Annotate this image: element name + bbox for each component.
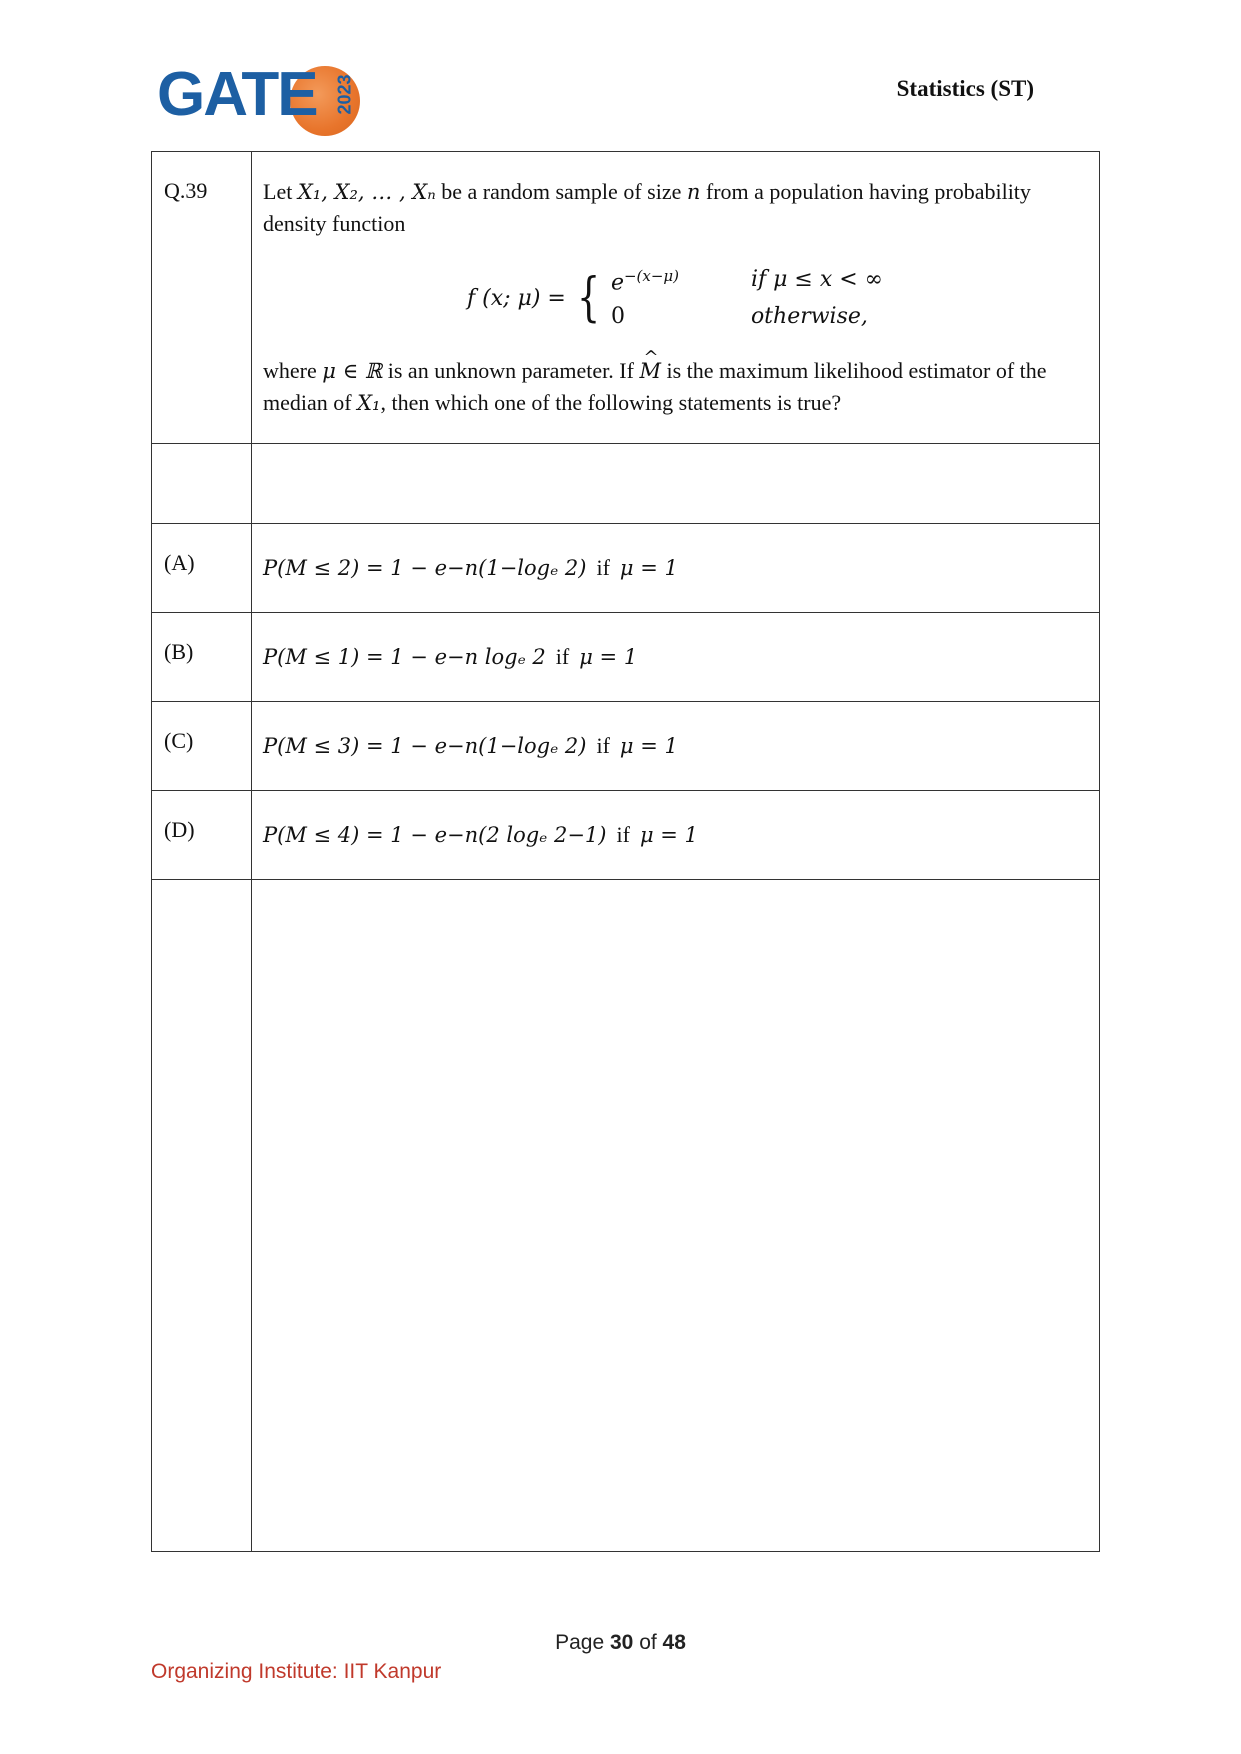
option-label: (A) <box>152 524 252 613</box>
organizer-text: Organizing Institute: IIT Kanpur <box>151 1660 442 1683</box>
case2-expr: 0 <box>610 303 625 329</box>
brace-symbol: { <box>576 268 600 328</box>
blank-cell <box>152 444 252 524</box>
stem-text: from a population having probability density function <box>263 179 1031 236</box>
stem-m-hat: ^ M <box>639 356 661 387</box>
option-condition: μ = 1 <box>579 645 638 669</box>
stem-text: be a random sample of size <box>441 179 682 204</box>
option-c-text <box>263 702 1087 790</box>
question-stem <box>252 152 1100 444</box>
case1-expr: e <box>610 270 624 296</box>
blank-cell <box>152 880 252 1552</box>
case1-condition: if μ ≤ x < ∞ <box>750 267 883 293</box>
question-table <box>151 151 1100 1552</box>
option-label: (C) <box>152 702 252 791</box>
option-condition: μ = 1 <box>619 734 678 758</box>
stem-text: Let <box>263 179 293 204</box>
logo-text: GATE <box>157 60 317 129</box>
stem-variables: X₁, X₂, … , Xₙ <box>297 180 436 204</box>
option-if: if <box>596 555 610 580</box>
page-prefix: Page <box>555 1631 605 1654</box>
subject-title: Statistics (ST) <box>896 76 1034 101</box>
option-label: (D) <box>152 791 252 880</box>
question-number: Q.39 <box>152 152 252 444</box>
pdf-lhs: f (x; μ) = <box>467 285 566 311</box>
option-exponent: −n(1−logₑ 2) <box>447 734 587 758</box>
option-expr: P(M ≤ 2) = 1 − e <box>263 556 448 580</box>
option-row-b[interactable] <box>152 613 1100 702</box>
option-row-d[interactable] <box>152 791 1100 880</box>
logo-year: 2023 <box>334 74 355 115</box>
blank-cell <box>252 444 1100 524</box>
case2-condition: otherwise, <box>750 303 868 329</box>
option-condition: μ = 1 <box>619 556 678 580</box>
stem-text: , then which one of the following statements is true? <box>380 390 842 415</box>
stem-n: n <box>686 180 701 204</box>
stem-text: is the maximum likelihood estimator of the median of <box>263 358 1047 415</box>
option-a-text <box>263 524 1087 612</box>
option-exponent: −n(2 logₑ 2−1) <box>447 823 607 847</box>
option-row-a[interactable] <box>152 524 1100 613</box>
option-label: (B) <box>152 613 252 702</box>
case1-exponent: −(x−μ) <box>623 267 680 286</box>
option-b-text <box>263 613 1087 701</box>
pdf-equation <box>263 263 1087 333</box>
gate-logo <box>157 58 357 140</box>
option-exponent: −n(1−logₑ 2) <box>447 556 587 580</box>
blank-cell <box>252 880 1100 1552</box>
stem-mu: μ ∈ ℝ <box>322 359 383 383</box>
option-exponent: −n logₑ 2 <box>447 645 546 669</box>
stem-text: where <box>263 358 317 383</box>
option-if: if <box>555 644 570 669</box>
option-condition: μ = 1 <box>639 823 698 847</box>
option-if: if <box>616 822 630 847</box>
page-current: 30 <box>609 1631 634 1654</box>
stem-text: is an unknown parameter. If <box>387 358 634 383</box>
page-of: of <box>639 1631 657 1654</box>
page-number <box>0 1631 1241 1655</box>
pdf-cases <box>611 267 883 328</box>
stem-x1: X₁ <box>357 391 381 415</box>
page-total: 48 <box>662 1631 686 1654</box>
option-if: if <box>596 733 610 758</box>
option-expr: P(M ≤ 4) = 1 − e <box>263 823 448 847</box>
option-row-c[interactable] <box>152 702 1100 791</box>
option-d-text <box>263 791 1087 879</box>
option-expr: P(M ≤ 3) = 1 − e <box>263 734 448 758</box>
option-expr: P(M ≤ 1) = 1 − e <box>263 645 448 669</box>
